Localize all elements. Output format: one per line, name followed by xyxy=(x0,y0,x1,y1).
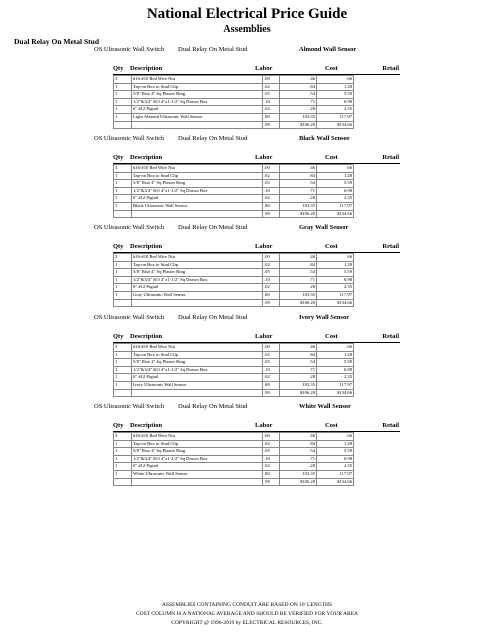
header-description: Description xyxy=(130,243,163,250)
cell-labor: .80 xyxy=(263,470,280,478)
cell-qty: 3 xyxy=(114,76,132,84)
cell-description: 6" #12 Pigtail xyxy=(132,374,263,382)
cell-retail: 2.35 xyxy=(317,374,354,382)
header-qty: Qty xyxy=(113,154,124,161)
cell-cost: .28 xyxy=(280,374,317,382)
blank-cell xyxy=(114,389,132,397)
blank-cell xyxy=(132,389,263,397)
cell-description: Gray Ultrasonic Wall Sensor xyxy=(132,291,263,299)
cell-cost: .28 xyxy=(280,463,317,471)
cell-retail: 117.97 xyxy=(317,113,354,121)
cell-labor: .00 xyxy=(263,254,280,262)
cell-cost: .84 xyxy=(280,83,317,91)
cell-cost: 103.35 xyxy=(280,291,317,299)
cell-description: 6" #12 Pigtail xyxy=(132,463,263,471)
cell-retail: 2.35 xyxy=(317,284,354,292)
total-cost: $106.20 xyxy=(280,478,317,486)
cell-qty: 1 xyxy=(114,366,132,374)
cell-labor: .02 xyxy=(263,284,280,292)
cell-qty: 1 xyxy=(114,180,132,188)
header-qty: Qty xyxy=(113,333,124,340)
cell-description: 5/8" Rise 4" Sq Plaster Ring xyxy=(132,91,263,99)
cell-description: Black Ultrasonic Wall Sensor xyxy=(132,202,263,210)
header-labor: Labor xyxy=(255,65,273,72)
header-cost: Cost xyxy=(325,243,338,250)
items-table xyxy=(113,432,354,486)
header-labor: Labor xyxy=(255,243,273,250)
cell-retail: 5.59 xyxy=(317,91,354,99)
cell-labor: .80 xyxy=(263,381,280,389)
header-cost: Cost xyxy=(325,154,338,161)
cell-description: Light Almond Ultrasonic Wall Sensor xyxy=(132,113,263,121)
assembly-name: Almond Wall Sensor xyxy=(299,46,357,53)
table-row xyxy=(114,98,354,106)
cell-description: Tap-on Box to Stud Clip xyxy=(132,83,263,91)
cell-cost: .54 xyxy=(280,359,317,367)
table-row xyxy=(114,165,354,173)
cell-cost: .28 xyxy=(280,284,317,292)
cell-cost: .84 xyxy=(280,440,317,448)
blank-cell xyxy=(132,210,263,218)
header-qty: Qty xyxy=(113,65,124,72)
cell-description: #16-#10 Red Wire Nut xyxy=(132,433,263,441)
header-description: Description xyxy=(130,65,163,72)
cell-labor: .02 xyxy=(263,440,280,448)
page-subtitle: Assemblies xyxy=(223,24,271,35)
totals-row xyxy=(114,478,354,486)
cell-qty: 1 xyxy=(114,269,132,277)
cell-cost: .46 xyxy=(280,433,317,441)
cell-qty: 1 xyxy=(114,470,132,478)
assembly-mounting: Dual Relay On Metal Stud xyxy=(178,46,248,53)
cell-qty: 1 xyxy=(114,381,132,389)
total-labor: .99 xyxy=(263,121,280,129)
cell-retail: 1.28 xyxy=(317,83,354,91)
cell-labor: .10 xyxy=(263,98,280,106)
items-table xyxy=(113,75,354,129)
table-row xyxy=(114,113,354,121)
footer-cost-note: COST COLUMN IS A NATIONAL AVERAGE AND SHOULD BE VERIFIED FOR YOUR AREA xyxy=(135,611,359,617)
assembly-category: OS Ultrasonic Wall Switch xyxy=(94,403,165,410)
cell-description: Tap-on Box to Stud Clip xyxy=(132,261,263,269)
total-labor: .99 xyxy=(263,478,280,486)
cell-cost: .46 xyxy=(280,76,317,84)
cell-description: White Ultrasonic Wall Sensor xyxy=(132,470,263,478)
cell-qty: 1 xyxy=(114,202,132,210)
cell-cost: .71 xyxy=(280,366,317,374)
cell-qty: 1 xyxy=(114,98,132,106)
total-retail: $134.66 xyxy=(317,210,354,218)
table-row xyxy=(114,83,354,91)
cell-cost: 103.35 xyxy=(280,381,317,389)
cell-cost: .46 xyxy=(280,165,317,173)
cell-cost: 103.35 xyxy=(280,113,317,121)
cell-cost: .28 xyxy=(280,106,317,114)
table-row xyxy=(114,202,354,210)
blank-cell xyxy=(114,121,132,129)
table-row xyxy=(114,359,354,367)
cell-cost: .46 xyxy=(280,344,317,352)
cell-cost: 103.35 xyxy=(280,470,317,478)
cell-labor: .02 xyxy=(263,374,280,382)
total-cost: $106.20 xyxy=(280,389,317,397)
cell-description: #16-#10 Red Wire Nut xyxy=(132,165,263,173)
cell-labor: .02 xyxy=(263,83,280,91)
cell-cost: .46 xyxy=(280,254,317,262)
cell-retail: 117.97 xyxy=(317,381,354,389)
total-cost: $106.20 xyxy=(280,299,317,307)
header-labor: Labor xyxy=(255,422,273,429)
items-table xyxy=(113,253,354,307)
table-row xyxy=(114,261,354,269)
cell-retail: 117.97 xyxy=(317,202,354,210)
header-labor: Labor xyxy=(255,333,273,340)
header-cost: Cost xyxy=(325,65,338,72)
table-row xyxy=(114,276,354,284)
totals-row xyxy=(114,299,354,307)
header-cost: Cost xyxy=(325,333,338,340)
assembly-category: OS Ultrasonic Wall Switch xyxy=(94,314,165,321)
cell-retail: 6.98 xyxy=(317,98,354,106)
cell-labor: .00 xyxy=(263,76,280,84)
cell-cost: .71 xyxy=(280,98,317,106)
cell-qty: 3 xyxy=(114,254,132,262)
page-title: National Electrical Price Guide xyxy=(146,6,348,22)
cell-labor: .02 xyxy=(263,172,280,180)
blank-cell xyxy=(132,121,263,129)
cell-retail: 5.59 xyxy=(317,448,354,456)
cell-qty: 1 xyxy=(114,91,132,99)
cell-labor: .05 xyxy=(263,269,280,277)
cell-retail: 1.28 xyxy=(317,440,354,448)
cell-description: Ivory Ultrasonic Wall Sensor xyxy=(132,381,263,389)
table-row xyxy=(114,106,354,114)
cell-retail: .66 xyxy=(317,433,354,441)
cell-retail: 2.35 xyxy=(317,463,354,471)
assembly-name: Ivory Wall Sensor xyxy=(299,314,350,321)
cell-labor: .02 xyxy=(263,261,280,269)
totals-row xyxy=(114,121,354,129)
header-description: Description xyxy=(130,154,163,161)
cell-cost: .84 xyxy=(280,351,317,359)
assembly-name: Black Wall Sensor xyxy=(299,135,350,142)
cell-labor: .10 xyxy=(263,366,280,374)
footer-conduit-note: ASSEMBLIES CONTAINING CONDUIT ARE BASED ON 10' LENGTHS xyxy=(161,602,333,608)
table-row xyxy=(114,91,354,99)
cell-qty: 1 xyxy=(114,276,132,284)
table-row xyxy=(114,351,354,359)
cell-retail: 5.59 xyxy=(317,180,354,188)
table-row xyxy=(114,180,354,188)
cell-description: Tap-on Box to Stud Clip xyxy=(132,440,263,448)
cell-cost: .71 xyxy=(280,455,317,463)
assembly-mounting: Dual Relay On Metal Stud xyxy=(178,314,248,321)
cell-qty: 1 xyxy=(114,455,132,463)
cell-description: 1/2"&3/4" KO 4"x1-1/2" Sq Drawn Box xyxy=(132,187,263,195)
cell-qty: 1 xyxy=(114,374,132,382)
assembly-category: OS Ultrasonic Wall Switch xyxy=(94,224,165,231)
cell-labor: .10 xyxy=(263,276,280,284)
header-retail: Retail xyxy=(382,65,399,72)
table-row xyxy=(114,366,354,374)
cell-qty: 1 xyxy=(114,359,132,367)
total-retail: $134.66 xyxy=(317,389,354,397)
header-qty: Qty xyxy=(113,243,124,250)
cell-description: 6" #12 Pigtail xyxy=(132,284,263,292)
cell-qty: 1 xyxy=(114,284,132,292)
cell-labor: .02 xyxy=(263,106,280,114)
cell-description: 5/8" Rise 4" Sq Plaster Ring xyxy=(132,269,263,277)
cell-cost: .84 xyxy=(280,261,317,269)
table-row xyxy=(114,187,354,195)
table-row xyxy=(114,76,354,84)
assembly-mounting: Dual Relay On Metal Stud xyxy=(178,135,248,142)
cell-retail: 6.98 xyxy=(317,187,354,195)
assembly-name: White Wall Sensor xyxy=(299,403,351,410)
total-labor: .99 xyxy=(263,389,280,397)
cell-retail: 5.59 xyxy=(317,269,354,277)
blank-cell xyxy=(114,299,132,307)
header-description: Description xyxy=(130,333,163,340)
table-row xyxy=(114,254,354,262)
column-headers xyxy=(0,333,494,341)
table-row xyxy=(114,470,354,478)
cell-retail: 6.98 xyxy=(317,455,354,463)
header-labor: Labor xyxy=(255,154,273,161)
assembly-name: Gray Wall Sensor xyxy=(299,224,349,231)
total-cost: $106.20 xyxy=(280,121,317,129)
cell-description: #16-#10 Red Wire Nut xyxy=(132,344,263,352)
cell-retail: 2.35 xyxy=(317,106,354,114)
header-description: Description xyxy=(130,422,163,429)
cell-qty: 1 xyxy=(114,187,132,195)
cell-labor: .05 xyxy=(263,448,280,456)
total-retail: $134.66 xyxy=(317,478,354,486)
cell-retail: .66 xyxy=(317,254,354,262)
cell-cost: .54 xyxy=(280,269,317,277)
cell-labor: .02 xyxy=(263,463,280,471)
cell-cost: .71 xyxy=(280,276,317,284)
table-row xyxy=(114,291,354,299)
cell-qty: 1 xyxy=(114,113,132,121)
blank-cell xyxy=(132,299,263,307)
table-row xyxy=(114,448,354,456)
cell-qty: 1 xyxy=(114,172,132,180)
cell-labor: .10 xyxy=(263,187,280,195)
cell-description: 1/2"&3/4" KO 4"x1-1/2" Sq Drawn Box xyxy=(132,366,263,374)
cell-retail: .66 xyxy=(317,344,354,352)
cell-qty: 1 xyxy=(114,106,132,114)
cell-description: Tap-on Box to Stud Clip xyxy=(132,351,263,359)
cell-labor: .00 xyxy=(263,344,280,352)
cell-retail: 1.28 xyxy=(317,351,354,359)
blank-cell xyxy=(114,210,132,218)
items-table xyxy=(113,164,354,218)
cell-cost: .54 xyxy=(280,448,317,456)
table-row xyxy=(114,269,354,277)
cell-qty: 1 xyxy=(114,463,132,471)
table-row xyxy=(114,344,354,352)
header-retail: Retail xyxy=(382,154,399,161)
blank-cell xyxy=(114,478,132,486)
cell-qty: 3 xyxy=(114,344,132,352)
table-row xyxy=(114,440,354,448)
table-row xyxy=(114,374,354,382)
items-table xyxy=(113,343,354,397)
cell-labor: .80 xyxy=(263,202,280,210)
cell-retail: 6.98 xyxy=(317,276,354,284)
cell-cost: 103.35 xyxy=(280,202,317,210)
cell-description: #16-#10 Red Wire Nut xyxy=(132,76,263,84)
table-row xyxy=(114,463,354,471)
table-row xyxy=(114,433,354,441)
totals-row xyxy=(114,389,354,397)
column-headers xyxy=(0,65,494,73)
table-row xyxy=(114,284,354,292)
cell-qty: 1 xyxy=(114,351,132,359)
cell-retail: 117.97 xyxy=(317,291,354,299)
cell-qty: 3 xyxy=(114,433,132,441)
cell-qty: 1 xyxy=(114,291,132,299)
cell-labor: .80 xyxy=(263,113,280,121)
header-retail: Retail xyxy=(382,422,399,429)
cell-labor: .02 xyxy=(263,351,280,359)
blank-cell xyxy=(132,478,263,486)
header-qty: Qty xyxy=(113,422,124,429)
cell-description: 5/8" Rise 4" Sq Plaster Ring xyxy=(132,180,263,188)
header-retail: Retail xyxy=(382,333,399,340)
cell-cost: .54 xyxy=(280,91,317,99)
assembly-mounting: Dual Relay On Metal Stud xyxy=(178,224,248,231)
cell-qty: 1 xyxy=(114,195,132,203)
cell-labor: .10 xyxy=(263,455,280,463)
cell-retail: .66 xyxy=(317,76,354,84)
cell-description: #16-#10 Red Wire Nut xyxy=(132,254,263,262)
cell-description: 1/2"&3/4" KO 4"x1-1/2" Sq Drawn Box xyxy=(132,276,263,284)
cell-description: 6" #12 Pigtail xyxy=(132,106,263,114)
assembly-category: OS Ultrasonic Wall Switch xyxy=(94,46,165,53)
cell-retail: .66 xyxy=(317,165,354,173)
cell-labor: .05 xyxy=(263,91,280,99)
cell-labor: .00 xyxy=(263,433,280,441)
total-labor: .99 xyxy=(263,299,280,307)
table-row xyxy=(114,381,354,389)
total-labor: .99 xyxy=(263,210,280,218)
column-headers xyxy=(0,154,494,162)
header-cost: Cost xyxy=(325,422,338,429)
column-headers xyxy=(0,422,494,430)
table-row xyxy=(114,455,354,463)
table-row xyxy=(114,195,354,203)
cell-qty: 1 xyxy=(114,261,132,269)
cell-description: Tap-on Box to Stud Clip xyxy=(132,172,263,180)
cell-description: 1/2"&3/4" KO 4"x1-1/2" Sq Drawn Box xyxy=(132,98,263,106)
total-cost: $106.20 xyxy=(280,210,317,218)
cell-retail: 1.28 xyxy=(317,172,354,180)
assembly-category: OS Ultrasonic Wall Switch xyxy=(94,135,165,142)
cell-retail: 6.98 xyxy=(317,366,354,374)
cell-description: 5/8" Rise 4" Sq Plaster Ring xyxy=(132,448,263,456)
total-retail: $134.66 xyxy=(317,121,354,129)
column-headers xyxy=(0,243,494,251)
cell-description: 5/8" Rise 4" Sq Plaster Ring xyxy=(132,359,263,367)
totals-row xyxy=(114,210,354,218)
cell-retail: 1.28 xyxy=(317,261,354,269)
cell-cost: .28 xyxy=(280,195,317,203)
cell-qty: 1 xyxy=(114,83,132,91)
cell-qty: 1 xyxy=(114,448,132,456)
assembly-mounting: Dual Relay On Metal Stud xyxy=(178,403,248,410)
cell-qty: 1 xyxy=(114,440,132,448)
table-row xyxy=(114,172,354,180)
total-retail: $134.66 xyxy=(317,299,354,307)
header-retail: Retail xyxy=(382,243,399,250)
cell-labor: .80 xyxy=(263,291,280,299)
section-title: Dual Relay On Metal Stud xyxy=(14,37,100,46)
cell-retail: 117.97 xyxy=(317,470,354,478)
cell-labor: .05 xyxy=(263,180,280,188)
cell-retail: 5.59 xyxy=(317,359,354,367)
cell-cost: .71 xyxy=(280,187,317,195)
cell-description: 6" #12 Pigtail xyxy=(132,195,263,203)
cell-description: 1/2"&3/4" KO 4"x1-1/2" Sq Drawn Box xyxy=(132,455,263,463)
cell-labor: .00 xyxy=(263,165,280,173)
cell-cost: .84 xyxy=(280,172,317,180)
cell-labor: .05 xyxy=(263,359,280,367)
footer-copyright: COPYRIGHT @ 1996-2019 by ELECTRICAL RESOURCES, INC. xyxy=(171,620,323,626)
cell-retail: 2.35 xyxy=(317,195,354,203)
cell-cost: .54 xyxy=(280,180,317,188)
cell-qty: 3 xyxy=(114,165,132,173)
cell-labor: .02 xyxy=(263,195,280,203)
